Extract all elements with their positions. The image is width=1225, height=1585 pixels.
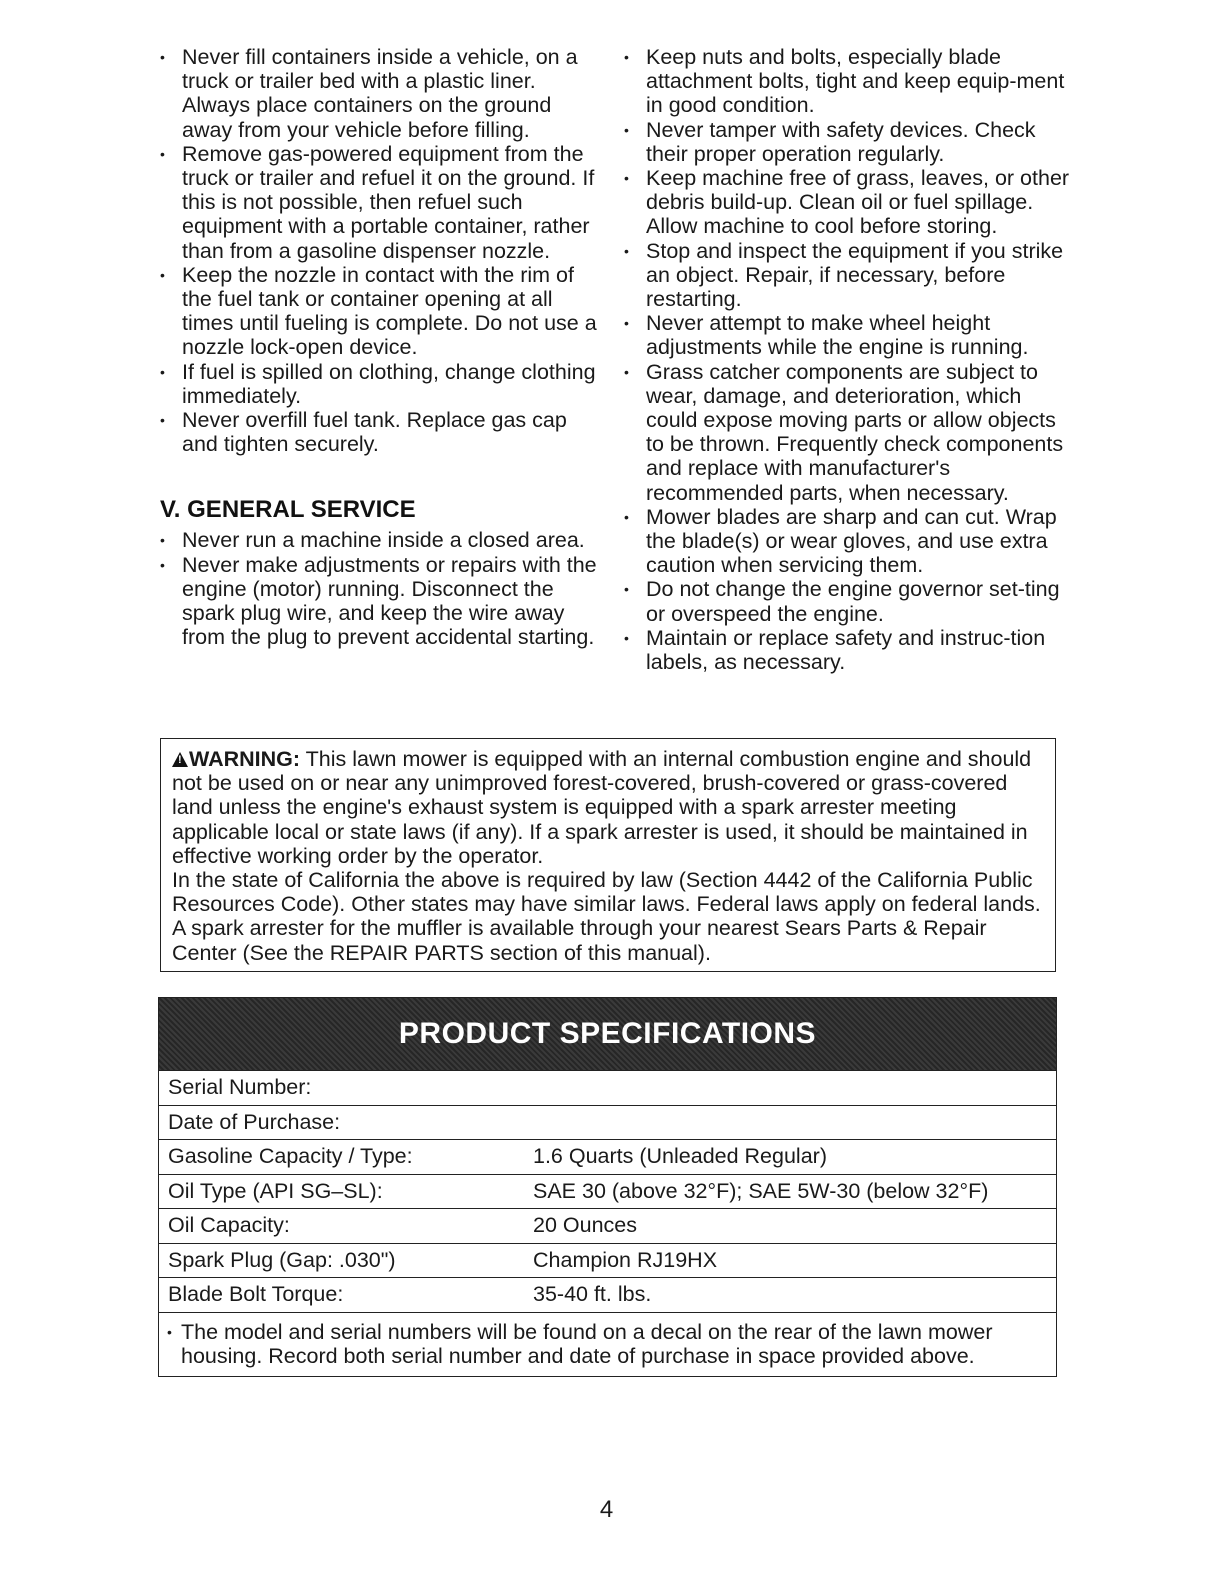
list-item: • Keep nuts and bolts, especially blade attachment bolts, tight and keep equip-ment in good condition.: [624, 45, 1074, 118]
spec-value: 20 Ounces: [533, 1213, 637, 1238]
right-column: [624, 45, 1074, 674]
table-row: [159, 1105, 1056, 1140]
table-row: [159, 1243, 1056, 1278]
table-row: [159, 1139, 1056, 1174]
section-heading-general-service: V. GENERAL SERVICE: [160, 496, 416, 524]
list-item: • Maintain or replace safety and instruc-tion labels, as necessary.: [624, 626, 1074, 674]
warning-box: [160, 738, 1056, 972]
warning-triangle-icon: [172, 752, 188, 767]
list-item: • Keep machine free of grass, leaves, or other debris build-up. Clean oil or fuel spillage. Allow machine to cool before storing.: [624, 166, 1074, 239]
spec-label: Spark Plug (Gap: .030"): [168, 1247, 396, 1272]
table-row: [159, 1208, 1056, 1243]
specs-note-text: • The model and serial numbers will be found on a decal on the rear of the lawn mower housing. Record both serial number and date of purchase in space provided above.: [167, 1320, 1048, 1368]
list-item: • Keep the nozzle in contact with the rim of the fuel tank or container opening at all times until fueling is complete. Do not use a nozzle lock-open device.: [160, 263, 600, 360]
spec-label: Date of Purchase:: [168, 1109, 341, 1134]
list-item: • Never make adjustments or repairs with the engine (motor) running. Disconnect the spark plug wire, and keep the wire away from the plug to prevent accidental starting.: [160, 553, 600, 650]
warning-paragraph-2: In the state of California the above is required by law (Section 4442 of the California Public Resources Code). Other states may have similar laws. Federal laws apply on federal lands. A spark arrester for the muffler is available through your nearest Sears Parts & Repair Center (See the REPAIR PARTS section of this manual).: [172, 868, 1041, 965]
left-column: [160, 45, 600, 649]
list-item: • Never tamper with safety devices. Check their proper operation regularly.: [624, 118, 1074, 166]
spec-value: 35-40 ft. lbs.: [533, 1282, 652, 1307]
general-service-bullet-list: [160, 528, 600, 649]
table-row: [159, 1174, 1056, 1209]
spec-label: Oil Type (API SG–SL):: [168, 1178, 383, 1203]
list-item: • Mower blades are sharp and can cut. Wrap the blade(s) or wear gloves, and use extra caution when servicing them.: [624, 505, 1074, 578]
spec-label: Oil Capacity:: [168, 1213, 290, 1238]
list-item: • If fuel is spilled on clothing, change clothing immediately.: [160, 360, 600, 408]
table-row: [159, 1277, 1056, 1312]
spec-label: Serial Number:: [168, 1075, 312, 1100]
warning-text: This lawn mower is equipped with an internal combustion engine and should not be used on or near any unimproved forest-covered, brush-covered or grass-covered land unless the engine's exhaust system is equipped with a spark arrester meeting applicable local or state laws (if any). If a spark arrester is used, it should be maintained in effective working order by the operator.: [172, 747, 1032, 868]
warning-paragraph: [172, 747, 1045, 868]
list-item: • Stop and inspect the equipment if you strike an object. Repair, if necessary, before restarting.: [624, 239, 1074, 312]
spec-value: 1.6 Quarts (Unleaded Regular): [533, 1144, 827, 1169]
warning-label: WARNING:: [189, 747, 301, 771]
list-item: • Do not change the engine governor set-ting or overspeed the engine.: [624, 577, 1074, 625]
spec-label: Gasoline Capacity / Type:: [168, 1144, 413, 1169]
list-item: • Never run a machine inside a closed area.: [160, 528, 600, 552]
list-item: • Remove gas-powered equipment from the truck or trailer and refuel it on the ground. If this is not possible, then refuel such equipment with a portable container, rather than from a gasoline dispenser nozzle.: [160, 142, 600, 263]
list-item: • Grass catcher components are subject to wear, damage, and deterioration, which could expose moving parts or allow objects to be thrown. Frequently check components and replace with manufacturer's recommended parts, when necessary.: [624, 360, 1074, 505]
fueling-bullet-list: [160, 45, 600, 456]
specs-title: PRODUCT SPECIFICATIONS: [159, 998, 1056, 1070]
product-specifications-table: [158, 997, 1057, 1377]
list-item: • Never overfill fuel tank. Replace gas cap and tighten securely.: [160, 408, 600, 456]
list-item: • Never attempt to make wheel height adjustments while the engine is running.: [624, 311, 1074, 359]
specs-note: [159, 1312, 1056, 1376]
spec-label: Blade Bolt Torque:: [168, 1282, 344, 1307]
list-item: • Never fill containers inside a vehicle, on a truck or trailer bed with a plastic liner. Always place containers on the ground away from your vehicle before filling.: [160, 45, 600, 142]
spec-value: SAE 30 (above 32°F); SAE 5W-30 (below 32°F): [533, 1178, 989, 1203]
table-row: [159, 1070, 1056, 1105]
page-number: 4: [599, 1496, 614, 1523]
spec-value: Champion RJ19HX: [533, 1247, 718, 1272]
maintenance-bullet-list: [624, 45, 1074, 674]
